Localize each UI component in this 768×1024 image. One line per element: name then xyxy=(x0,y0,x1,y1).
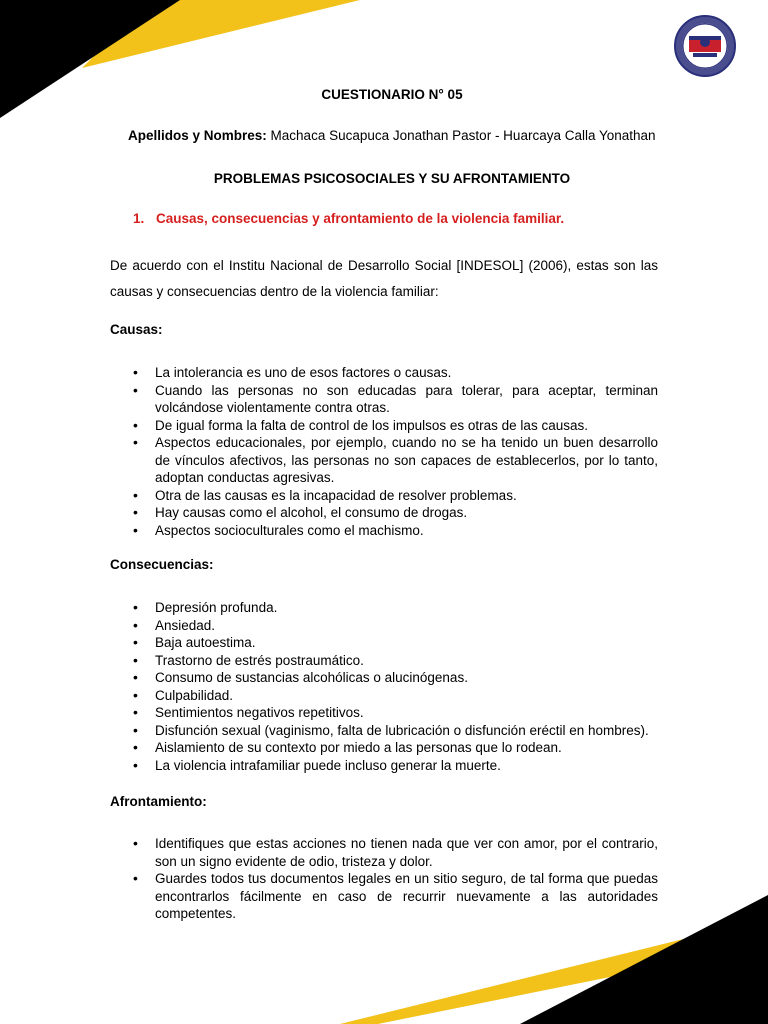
list-item: • De igual forma la falta de control de los impulsos es otras de las causas. xyxy=(133,417,658,435)
university-logo xyxy=(655,12,755,94)
student-names xyxy=(128,128,656,143)
list-item: • Aislamiento de su contexto por miedo a las personas que lo rodean. xyxy=(133,739,658,757)
item-number: 1. xyxy=(133,211,145,226)
list-item: • Disfunción sexual (vaginismo, falta de lubricación o disfunción eréctil en hombres). xyxy=(133,722,658,740)
list-item: • Culpabilidad. xyxy=(133,687,658,705)
list-item: • Identifiques que estas acciones no tienen nada que ver con amor, por el contrario, son un signo evidente de odio, tristeza y dolor. xyxy=(133,835,658,870)
list-item: • Baja autoestima. xyxy=(133,634,658,652)
coping-heading: Afrontamiento: xyxy=(110,794,207,809)
consequences-heading: Consecuencias: xyxy=(110,557,214,572)
list-item: • Aspectos socioculturales como el machismo. xyxy=(133,522,658,540)
document-title: CUESTIONARIO N° 05 xyxy=(321,87,463,102)
list-item: • Hay causas como el alcohol, el consumo de drogas. xyxy=(133,504,658,522)
item-heading xyxy=(133,211,564,226)
list-item: • Trastorno de estrés postraumático. xyxy=(133,652,658,670)
list-item: • Cuando las personas no son educadas para tolerar, para aceptar, terminan volcándose violentamente contra otras. xyxy=(133,382,658,417)
list-item: • La intolerancia es uno de esos factores o causas. xyxy=(133,364,658,382)
list-item: • Depresión profunda. xyxy=(133,599,658,617)
causes-heading: Causas: xyxy=(110,322,163,337)
list-item: • Sentimientos negativos repetitivos. xyxy=(133,704,658,722)
names-label: Apellidos y Nombres: xyxy=(128,128,267,143)
section-title: PROBLEMAS PSICOSOCIALES Y SU AFRONTAMIENTO xyxy=(213,171,571,186)
intro-paragraph: De acuerdo con el Institu Nacional de Desarrollo Social [INDESOL] (2006), estas son las causas y consecuencias dentro de la violencia familiar: xyxy=(110,258,658,299)
list-item: • Aspectos educacionales, por ejemplo, cuando no se ha tenido un buen desarrollo de vínculos afectivos, las personas no son capaces de establecerlos, por lo tanto, adoptan conductas agresivas. xyxy=(133,434,658,487)
list-item: • Otra de las causas es la incapacidad de resolver problemas. xyxy=(133,487,658,505)
list-item: • Consumo de sustancias alcohólicas o alucinógenas. xyxy=(133,669,658,687)
names-value: Machaca Sucapuca Jonathan Pastor - Huarcaya Calla Yonathan xyxy=(270,128,656,143)
list-item: • La violencia intrafamiliar puede incluso generar la muerte. xyxy=(133,757,658,775)
list-item: • Ansiedad. xyxy=(133,617,658,635)
list-item: • Guardes todos tus documentos legales en un sitio seguro, de tal forma que puedas encontrarlos fácilmente en caso de recurrir nuevamente a las autoridades competentes. xyxy=(133,870,658,923)
consequences-list xyxy=(133,599,658,774)
item-title: Causas, consecuencias y afrontamiento de la violencia familiar. xyxy=(156,211,565,226)
causes-list xyxy=(133,364,658,539)
coping-list xyxy=(133,835,658,923)
